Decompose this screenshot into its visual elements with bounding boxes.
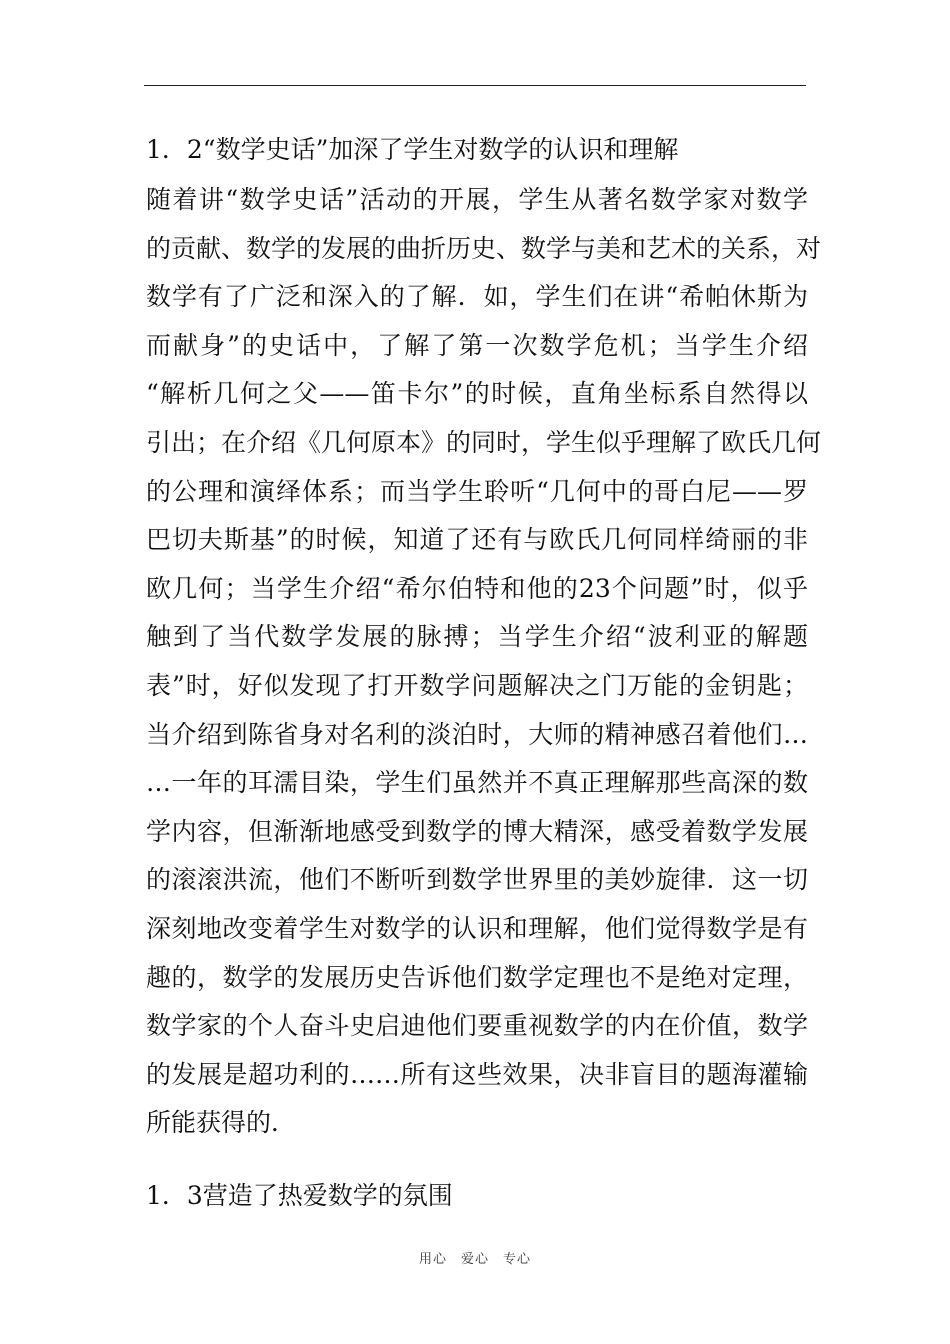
paragraph-line: 欧几何；当学生介绍“希尔伯特和他的23个问题”时，似乎 (146, 573, 808, 603)
paragraph-line: 学内容，但渐渐地感受到数学的博大精深，感受着数学发展 (146, 816, 808, 846)
paragraph-line: 引出；在介绍《几何原本》的同时，学生似乎理解了欧氏几何 (146, 427, 822, 457)
paragraph-line: 而献身”的史话中，了解了第一次数学危机；当学生介绍 (146, 330, 808, 360)
section-heading-1-3: 1．3营造了热爱数学的氛围 (146, 1181, 453, 1210)
paragraph-line: 的贡献、数学的发展的曲折历史、数学与美和艺术的关系，对 (146, 233, 822, 263)
paragraph-line: 所能获得的． (146, 1108, 297, 1138)
paragraph-line: 的公理和演绎体系；而当学生聆听“几何中的哥白尼——罗 (146, 476, 808, 506)
paragraph-line: 的发展是超功利的……所有这些效果，决非盲目的题海灌输 (146, 1059, 808, 1089)
paragraph-line: 当介绍到陈省身对名利的淡泊时，大师的精神感召着他们… (146, 719, 808, 749)
paragraph-line: 趣的，数学的发展历史告诉他们数学定理也不是绝对定理， (146, 962, 808, 992)
paragraph-line: “解析几何之父——笛卡尔”的时候，直角坐标系自然得以 (146, 379, 808, 409)
paragraph-line: …一年的耳濡目染，学生们虽然并不真正理解那些高深的数 (146, 768, 808, 798)
paragraph-line: 表”时，好似发现了打开数学问题解决之门万能的金钥匙； (146, 670, 808, 700)
paragraph-line: 数学有了广泛和深入的了解．如，学生们在讲“希帕休斯为 (146, 282, 808, 312)
page-footer: 用心 爱心 专心 (418, 1252, 531, 1267)
paragraph-line: 随着讲“数学史话”活动的开展，学生从著名数学家对数学 (146, 185, 808, 214)
section-heading-1-2: 1．2“数学史话”加深了学生对数学的认识和理解 (146, 135, 679, 164)
document-body (146, 130, 822, 1148)
header-rule (144, 85, 806, 86)
paragraph-line: 数学家的个人奋斗史启迪他们要重视数学的内在价值，数学 (146, 1011, 808, 1041)
body-paragraph (146, 176, 822, 1148)
paragraph-line: 巴切夫斯基”的时候，知道了还有与欧氏几何同样绮丽的非 (146, 525, 808, 555)
paragraph-line: 触到了当代数学发展的脉搏；当学生介绍“波利亚的解题 (146, 622, 808, 652)
paragraph-line: 的滚滚洪流，他们不断听到数学世界里的美妙旋律．这一切 (146, 865, 808, 895)
paragraph-line: 深刻地改变着学生对数学的认识和理解，他们觉得数学是有 (146, 913, 808, 943)
